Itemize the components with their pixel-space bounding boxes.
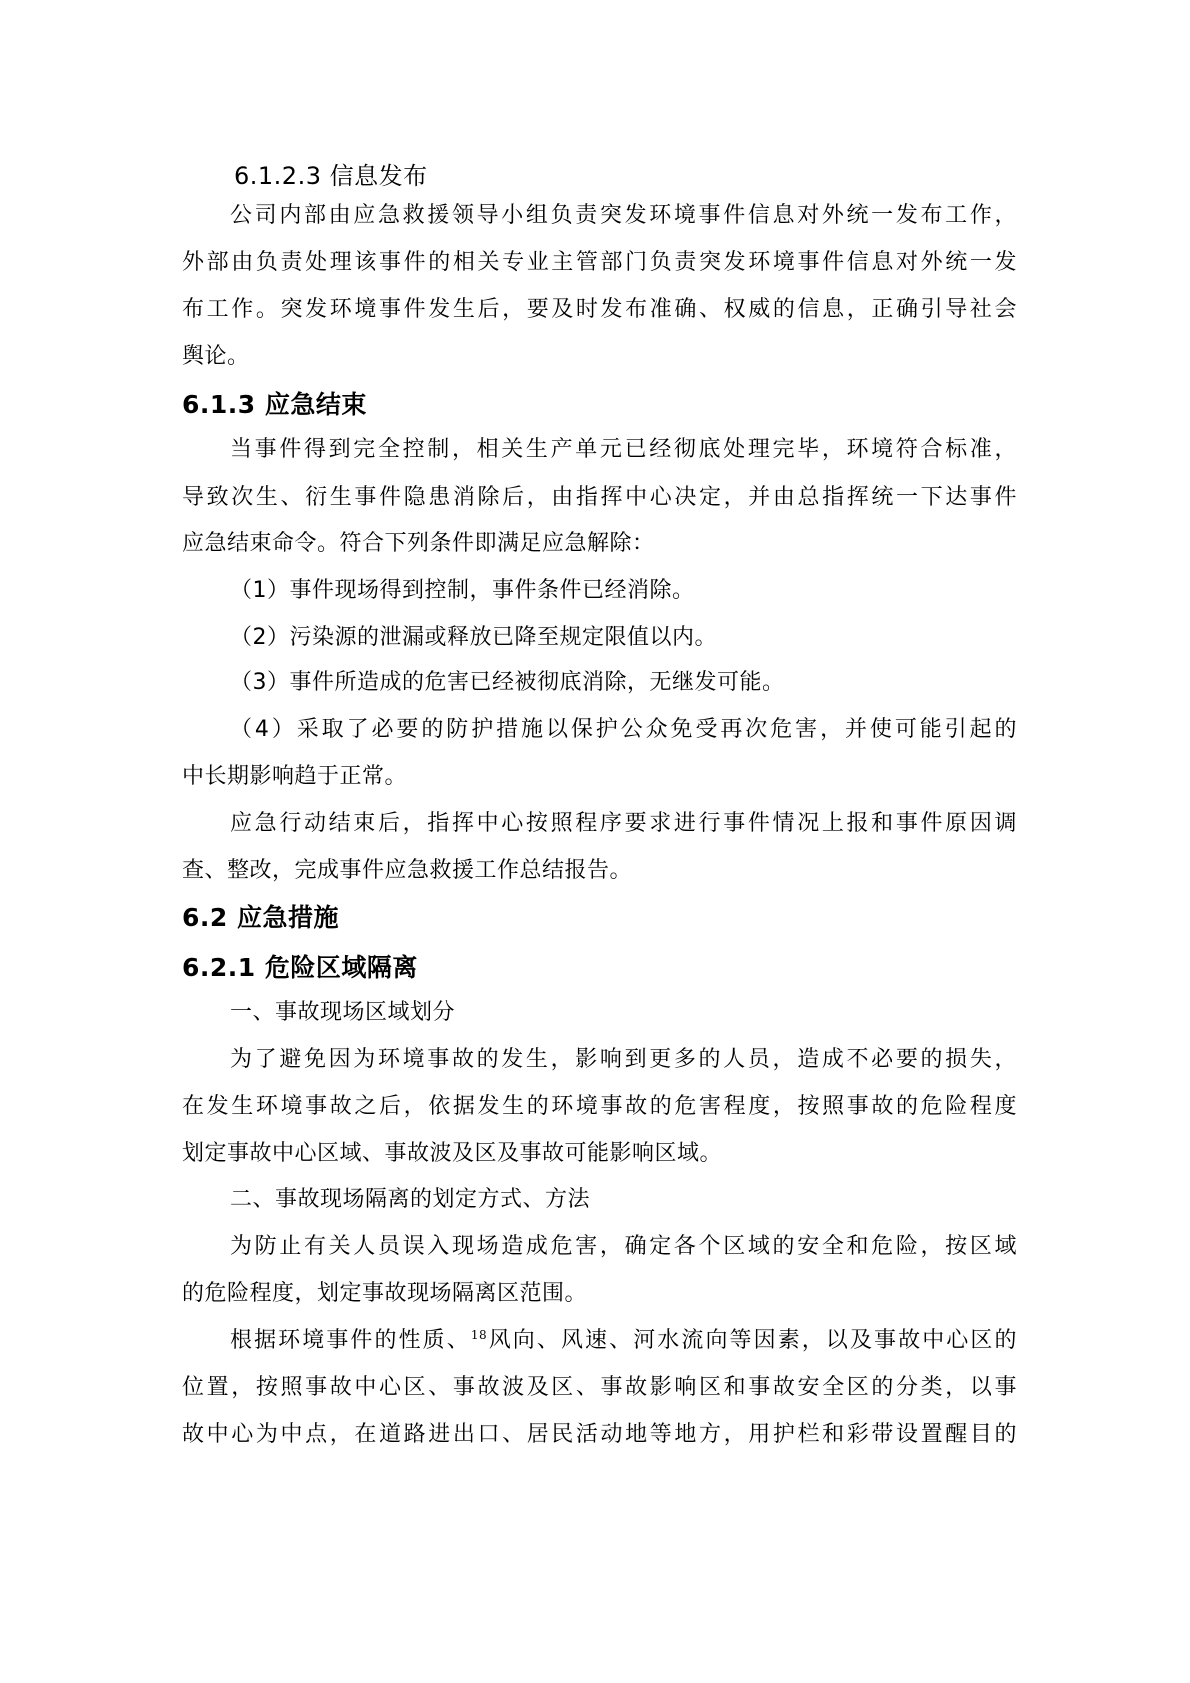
paragraph-line: 划定事故中心区域、事故波及区及事故可能影响区域。 xyxy=(182,1141,723,1166)
paragraph-line: 中长期影响趋于正常。 xyxy=(182,764,408,789)
paragraph-line: 在发生环境事故之后，依据发生的环境事故的危害程度，按照事故的危险程度 xyxy=(182,1094,1017,1119)
paragraph-line: 应急行动结束后，指挥中心按照程序要求进行事件情况上报和事件原因调 xyxy=(230,811,1017,836)
paragraph-line: 舆论。 xyxy=(182,344,250,369)
paragraph-line: 外部由负责处理该事件的相关专业主管部门负责突发环境事件信息对外统一发 xyxy=(182,250,1017,275)
heading-6-2: 6.2 应急措施 xyxy=(182,903,339,932)
text-run: 风向、风速、河水流向等因素，以及事故中心区的 xyxy=(487,1328,1017,1353)
paragraph-line: 公司内部由应急救援领导小组负责突发环境事件信息对外统一发布工作， xyxy=(230,203,1017,228)
paragraph-line: 导致次生、衍生事件隐患消除后，由指挥中心决定，并由总指挥统一下达事件 xyxy=(182,485,1017,510)
condition-item-2: （2）污染源的泄漏或释放已降至规定限值以内。 xyxy=(230,625,717,650)
text-run: 根据环境事件的性质、 xyxy=(230,1328,471,1353)
condition-item-3: （3）事件所造成的危害已经被彻底消除，无继发可能。 xyxy=(230,670,785,695)
paragraph-line: 应急结束命令。符合下列条件即满足应急解除： xyxy=(182,531,655,556)
paragraph-line: 位置，按照事故中心区、事故波及区、事故影响区和事故安全区的分类，以事 xyxy=(182,1375,1017,1400)
heading-6-1-2-3: 6.1.2.3 信息发布 xyxy=(234,162,428,190)
paragraph-line: 为了避免因为环境事故的发生，影响到更多的人员，造成不必要的损失， xyxy=(230,1047,1017,1072)
heading-6-1-3: 6.1.3 应急结束 xyxy=(182,390,367,419)
subheading-zone-division: 一、事故现场区域划分 xyxy=(230,1000,456,1025)
condition-item-4: （4）采取了必要的防护措施以保护公众免受再次危害，并使可能引起的 xyxy=(230,717,1017,742)
paragraph-line: 查、整改，完成事件应急救援工作总结报告。 xyxy=(182,858,633,883)
paragraph-line: 当事件得到完全控制，相关生产单元已经彻底处理完毕，环境符合标准， xyxy=(230,437,1017,462)
paragraph-line: 为防止有关人员误入现场造成危害，确定各个区域的安全和危险，按区域 xyxy=(230,1234,1017,1259)
paragraph-line: 的危险程度，划定事故现场隔离区范围。 xyxy=(182,1281,588,1306)
subheading-isolation-method: 二、事故现场隔离的划定方式、方法 xyxy=(230,1187,591,1212)
page-number-marker: 18 xyxy=(470,1328,488,1342)
paragraph-line xyxy=(230,1326,1017,1356)
heading-6-2-1: 6.2.1 危险区域隔离 xyxy=(182,953,418,982)
paragraph-line: 故中心为中点，在道路进出口、居民活动地等地方，用护栏和彩带设置醒目的 xyxy=(182,1422,1017,1447)
condition-item-1: （1）事件现场得到控制，事件条件已经消除。 xyxy=(230,578,695,603)
paragraph-line: 布工作。突发环境事件发生后，要及时发布准确、权威的信息，正确引导社会 xyxy=(182,297,1017,322)
